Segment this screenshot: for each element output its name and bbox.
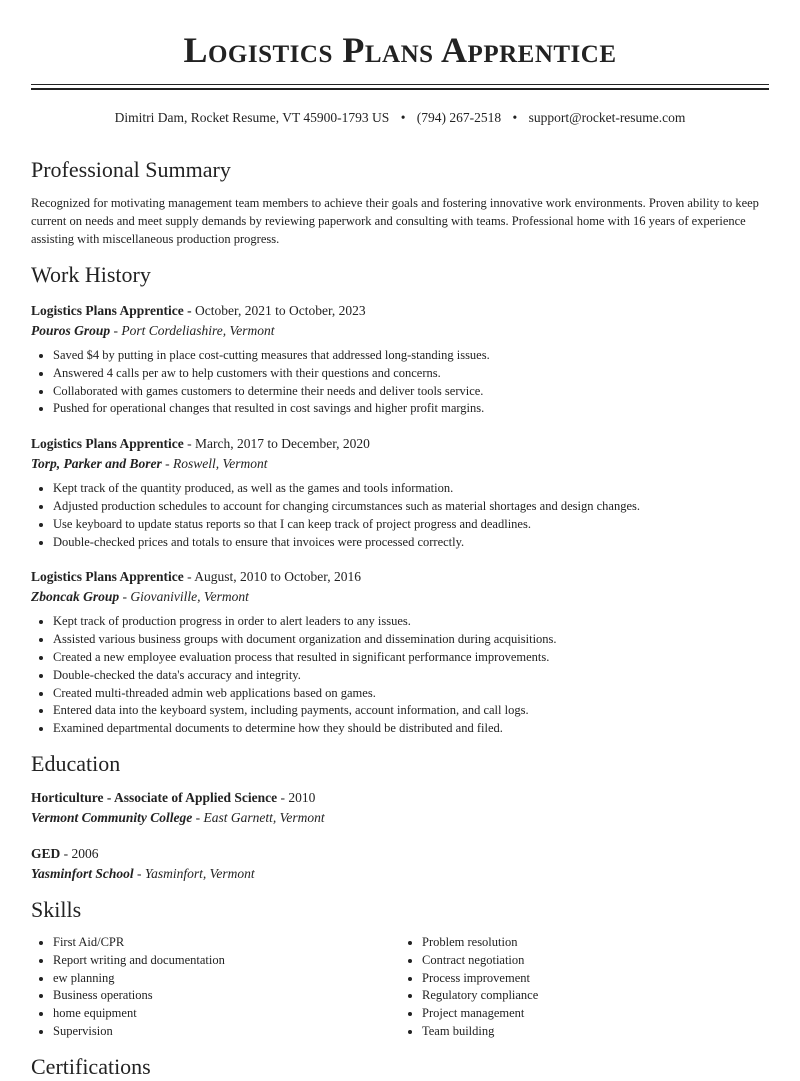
contact-separator: •: [512, 110, 518, 125]
list-item: • Kept track of the quantity produced, as well as the games and tools information.: [53, 480, 769, 498]
job-title: Logistics Plans Apprentice -: [31, 303, 192, 318]
education-degree: Horticulture - Associate of Applied Science: [31, 789, 278, 805]
job-dates: October, 2021 to October, 2023: [191, 303, 366, 318]
education-school: Yasminfort School: [31, 865, 134, 881]
list-item: • Examined departmental documents to determine how they should be distributed and filed.: [53, 720, 769, 738]
list-item: • Regulatory compliance: [422, 987, 769, 1005]
list-item: • home equipment: [53, 1005, 400, 1023]
job-location: - Port Cordeliashire, Vermont: [110, 323, 275, 338]
list-item: • ew planning: [53, 970, 400, 988]
education-degree: GED: [31, 845, 61, 861]
job-company: Zboncak Group: [31, 589, 120, 605]
certifications-heading: Certifications: [31, 1053, 151, 1079]
resume-title: Logistics Plans Apprentice: [183, 30, 617, 70]
list-item: • Use keyboard to update status reports so that I can keep track of project progress and deadlines.: [53, 516, 769, 534]
contact-line: [31, 109, 769, 127]
list-item: • Team building: [422, 1023, 769, 1041]
job-employer: [31, 454, 769, 474]
list-item: • Collaborated with games customers to determine their needs and deliver tools service.: [53, 383, 769, 401]
job-dates: - March, 2017 to December, 2020: [183, 436, 370, 452]
job-header: [31, 301, 769, 321]
job-duties: [31, 347, 769, 418]
job-entry: [31, 567, 769, 738]
work-history-heading: Work History: [31, 262, 151, 287]
education-year: - 2006: [60, 845, 99, 861]
skills-section: [31, 896, 769, 1041]
list-item: • Double-checked the data's accuracy and integrity.: [53, 667, 769, 685]
contact-separator: •: [400, 110, 406, 125]
job-duties: [31, 480, 769, 551]
work-history-section: [31, 261, 769, 738]
list-item: • Process improvement: [422, 970, 769, 988]
education-section: [31, 750, 769, 884]
list-item: • Supervision: [53, 1023, 400, 1041]
header-divider: [31, 84, 769, 90]
list-item: • Report writing and documentation: [53, 952, 400, 970]
list-item: • Pushed for operational changes that resulted in cost savings and higher profit margins.: [53, 400, 769, 418]
contact-phone: (794) 267-2518: [416, 110, 502, 125]
certifications-section: [31, 1053, 769, 1081]
contact-address: Dimitri Dam, Rocket Resume, VT 45900-1793 US: [114, 110, 390, 125]
list-item: • First Aid/CPR: [53, 934, 400, 952]
education-location: - Yasminfort, Vermont: [133, 865, 255, 881]
skills-list-right: [400, 934, 769, 1041]
education-entry: [31, 788, 769, 828]
job-header: [31, 567, 769, 587]
list-item: • Contract negotiation: [422, 952, 769, 970]
job-entry: [31, 301, 769, 418]
job-entry: [31, 434, 769, 551]
job-duties: [31, 613, 769, 738]
summary-section: [31, 156, 769, 248]
list-item: • Problem resolution: [422, 934, 769, 952]
list-item: • Answered 4 calls per aw to help customers with their questions and concerns.: [53, 365, 769, 383]
skills-columns: [31, 934, 769, 1041]
job-dates: - August, 2010 to October, 2016: [183, 569, 361, 585]
list-item: • Created multi-threaded admin web applications based on games.: [53, 685, 769, 703]
list-item: • Adjusted production schedules to account for changing circumstances such as material shortages and design changes.: [53, 498, 769, 516]
job-employer: [31, 587, 769, 607]
job-location: - Roswell, Vermont: [161, 456, 268, 472]
list-item: • Project management: [422, 1005, 769, 1023]
job-title: Logistics Plans Apprentice: [31, 569, 184, 585]
education-institution: [31, 808, 769, 828]
list-item: • Kept track of production progress in order to alert leaders to any issues.: [53, 613, 769, 631]
contact-email[interactable]: support@rocket-resume.com: [528, 110, 686, 125]
education-heading: Education: [31, 750, 121, 776]
education-school: Vermont Community College: [31, 809, 193, 825]
job-employer: [31, 321, 769, 341]
list-item: • Double-checked prices and totals to ensure that invoices were processed correctly.: [53, 534, 769, 552]
summary-text: Recognized for motivating management team members to achieve their goals and fostering innovative work environments. Proven ability to keep current on needs and meet supply demands by reviewing paperwork and consulting with teams. Professional home with 16 years of experience assisting with miscellaneous production progress.: [31, 196, 759, 246]
list-item: • Business operations: [53, 987, 400, 1005]
list-item: • Saved $4 by putting in place cost-cutting measures that addressed long-standing issues.: [53, 347, 769, 365]
list-item: • Created a new employee evaluation process that resulted in significant performance improvements.: [53, 649, 769, 667]
job-location: - Giovaniville, Vermont: [119, 589, 249, 605]
summary-heading: Professional Summary: [31, 157, 231, 182]
education-header: [31, 788, 769, 808]
job-company: Torp, Parker and Borer: [31, 456, 162, 472]
skills-heading: Skills: [31, 896, 82, 922]
education-year: - 2010: [277, 789, 316, 805]
list-item: • Assisted various business groups with document organization and dissemination during acquisitions.: [53, 631, 769, 649]
education-header: [31, 844, 769, 864]
list-item: • Entered data into the keyboard system, including payments, account information, and call logs.: [53, 702, 769, 720]
skills-list-left: [31, 934, 400, 1041]
education-entry: [31, 844, 769, 884]
education-location: - East Garnett, Vermont: [192, 809, 325, 825]
job-header: [31, 434, 769, 454]
job-title: Logistics Plans Apprentice: [31, 436, 184, 452]
job-company: Pouros Group: [31, 323, 111, 338]
education-institution: [31, 864, 769, 884]
